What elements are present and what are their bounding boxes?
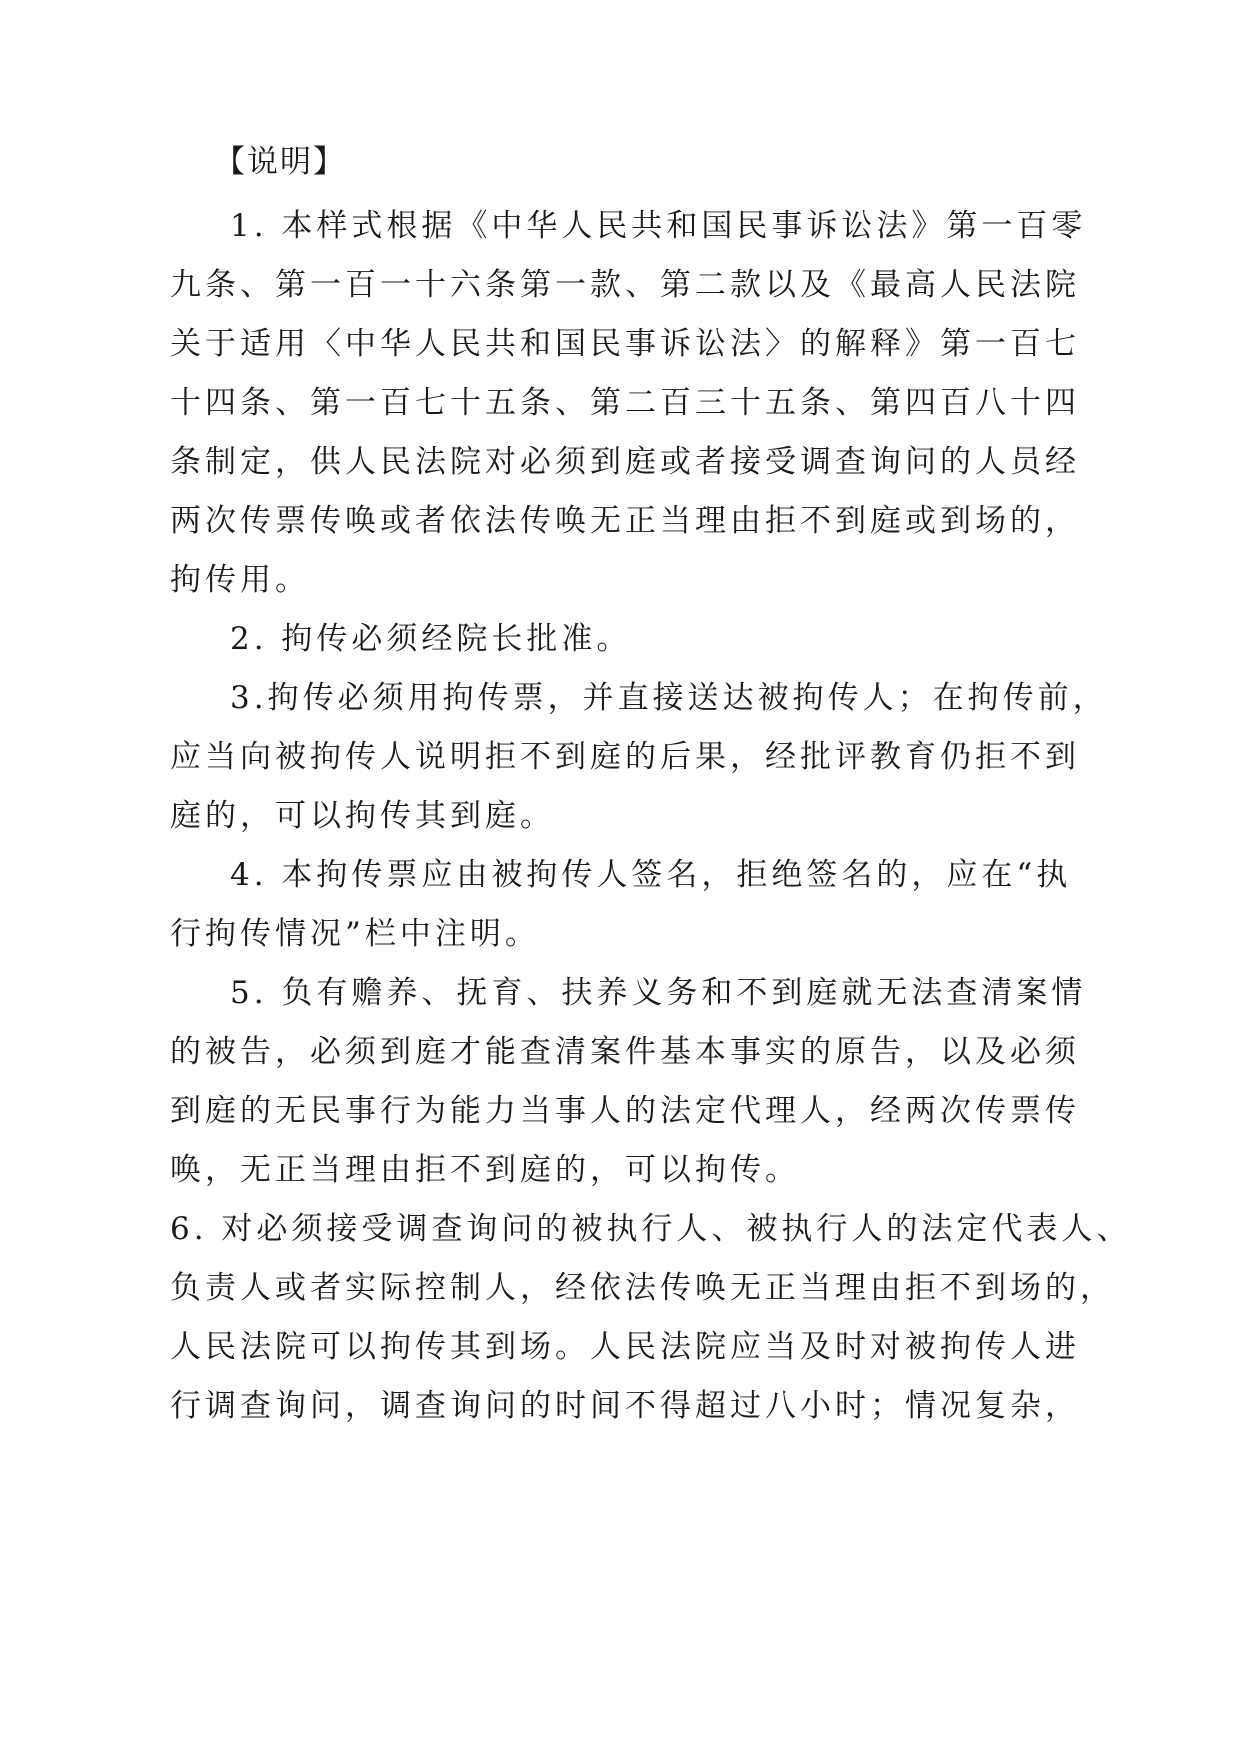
paragraph-1-line-3: 关于适用〈中华人民共和国民事诉讼法〉的解释》第一百七 — [170, 326, 1080, 362]
paragraph-6-line-4: 行调查询问，调查询问的时间不得超过八小时；情况复杂， — [170, 1388, 1080, 1424]
paragraph-6-line-2: 负责人或者实际控制人，经依法传唤无正当理由拒不到场的， — [170, 1270, 1115, 1306]
paragraph-3-line-3: 庭的，可以拘传其到庭。 — [170, 798, 555, 834]
paragraph-6-line-1: 6. 对必须接受调查询问的被执行人、被执行人的法定代表人、 — [170, 1211, 1132, 1247]
paragraph-4-line-2: 行拘传情况”栏中注明。 — [170, 916, 540, 952]
paragraph-3-line-2: 应当向被拘传人说明拒不到庭的后果，经批评教育仍拒不到 — [170, 739, 1080, 775]
paragraph-5-line-2: 的被告，必须到庭才能查清案件基本事实的原告，以及必须 — [170, 1034, 1080, 1070]
paragraph-3-line-1: 3.拘传必须用拘传票，并直接送达被拘传人；在拘传前， — [230, 680, 1108, 716]
paragraph-1-line-1: 1. 本样式根据《中华人民共和国民事诉讼法》第一百零 — [230, 208, 1087, 244]
paragraph-1-line-2: 九条、第一百一十六条第一款、第二款以及《最高人民法院 — [170, 267, 1080, 303]
paragraph-5-line-3: 到庭的无民事行为能力当事人的法定代理人，经两次传票传 — [170, 1093, 1080, 1129]
paragraph-4-line-1: 4. 本拘传票应由被拘传人签名，拒绝签名的，应在“执 — [230, 857, 1072, 893]
paragraph-6-line-3: 人民法院可以拘传其到场。人民法院应当及时对被拘传人进 — [170, 1329, 1080, 1365]
paragraph-5-line-1: 5. 负有赡养、抚育、扶养义务和不到庭就无法查清案情 — [230, 975, 1087, 1011]
paragraph-1-line-4: 十四条、第一百七十五条、第二百三十五条、第四百八十四 — [170, 385, 1080, 421]
section-heading: 【说明】 — [214, 144, 346, 180]
paragraph-1-line-7: 拘传用。 — [170, 562, 310, 598]
paragraph-5-line-4: 唤，无正当理由拒不到庭的，可以拘传。 — [170, 1152, 800, 1188]
paragraph-1-line-5: 条制定，供人民法院对必须到庭或者接受调查询问的人员经 — [170, 444, 1080, 480]
paragraph-2-line-1: 2. 拘传必须经院长批准。 — [230, 621, 632, 657]
paragraph-1-line-6: 两次传票传唤或者依法传唤无正当理由拒不到庭或到场的， — [170, 503, 1080, 539]
